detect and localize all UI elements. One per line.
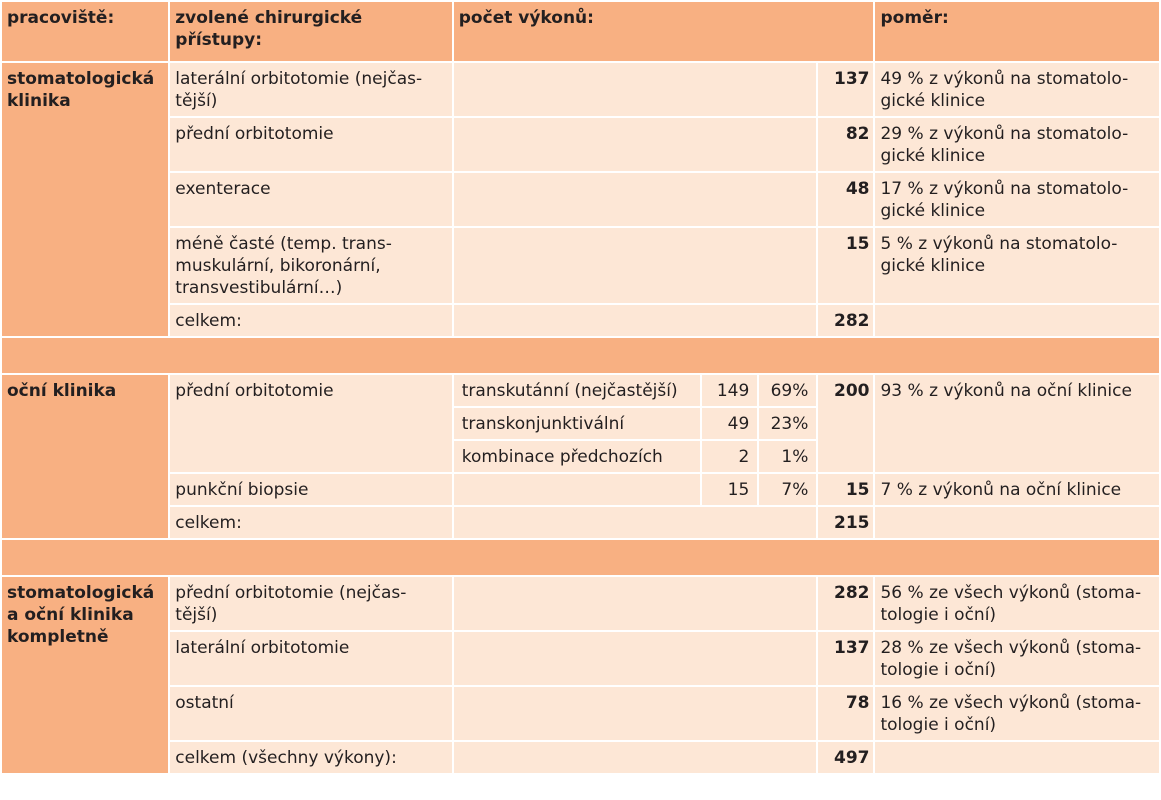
table-row: [2, 118, 1159, 171]
total-cell: 215: [818, 507, 873, 538]
sub-count-cell: 149: [702, 375, 757, 406]
total-label-cell: celkem (všechny výkony):: [170, 742, 451, 773]
section-separator: [2, 338, 1159, 373]
ratio-cell: 28 % ze všech výkonů (stoma-tologie i oční): [875, 632, 1159, 685]
approach-cell: přední orbitotomie (nejčas-tější): [170, 577, 451, 630]
approach-cell: ostatní: [170, 687, 451, 740]
empty-cell: [454, 507, 817, 538]
header-count: počet výkonů:: [454, 2, 874, 61]
table-row: [2, 742, 1159, 773]
table-row: [2, 474, 1159, 505]
ratio-cell: 93 % z výkonů na oční klinice: [875, 375, 1159, 472]
table-row: [2, 577, 1159, 630]
approach-cell: exenterace: [170, 173, 451, 226]
ratio-cell: 29 % z výkonů na stomatolo-gické klinice: [875, 118, 1159, 171]
empty-cell: [454, 577, 817, 630]
header-row: [2, 2, 1159, 61]
ratio-cell: 17 % z výkonů na stomatolo-gické klinice: [875, 173, 1159, 226]
ratio-cell: 16 % ze všech výkonů (stoma-tologie i oční): [875, 687, 1159, 740]
total-label-cell: celkem:: [170, 305, 451, 336]
table-row: [2, 375, 1159, 406]
empty-cell: [454, 474, 700, 505]
total-label-cell: celkem:: [170, 507, 451, 538]
approach-cell: laterální orbitotomie: [170, 632, 451, 685]
approach-cell: přední orbitotomie: [170, 118, 451, 171]
sub-count-cell: 2: [702, 441, 757, 472]
section-label-stomatology: stomatologická klinika: [2, 63, 168, 336]
empty-cell: [454, 632, 817, 685]
header-ratio: poměr:: [875, 2, 1159, 61]
total-cell: 15: [818, 474, 873, 505]
approach-cell: přední orbitotomie: [170, 375, 451, 472]
approach-cell: laterální orbitotomie (nejčas-tější): [170, 63, 451, 116]
table-row: [2, 632, 1159, 685]
sub-approach-cell: transkutánní (nejčastější): [454, 375, 700, 406]
empty-cell: [454, 173, 817, 226]
header-approaches: zvolené chirurgické přístupy:: [170, 2, 451, 61]
empty-cell: [875, 742, 1159, 773]
sub-approach-cell: kombinace předchozích: [454, 441, 700, 472]
sub-count-cell: 49: [702, 408, 757, 439]
section-label-combined: stomatologická a oční klinika kompletně: [2, 577, 168, 773]
header-workplace: pracoviště:: [2, 2, 168, 61]
table-row: [2, 687, 1159, 740]
ratio-cell: 49 % z výkonů na stomatolo-gické klinice: [875, 63, 1159, 116]
total-cell: 282: [818, 305, 873, 336]
total-cell: 497: [818, 742, 873, 773]
empty-cell: [875, 507, 1159, 538]
table-row: [2, 507, 1159, 538]
empty-cell: [454, 687, 817, 740]
total-cell: 48: [818, 173, 873, 226]
empty-cell: [454, 228, 817, 303]
sub-approach-cell: transkonjunktivální: [454, 408, 700, 439]
table-row: [2, 173, 1159, 226]
table-row: [2, 63, 1159, 116]
sub-pct-cell: 7%: [759, 474, 816, 505]
total-cell: 15: [818, 228, 873, 303]
sub-pct-cell: 1%: [759, 441, 816, 472]
empty-cell: [875, 305, 1159, 336]
empty-cell: [454, 63, 817, 116]
section-separator: [2, 540, 1159, 575]
empty-cell: [454, 742, 817, 773]
sub-count-cell: 15: [702, 474, 757, 505]
total-cell: 137: [818, 63, 873, 116]
total-cell: 78: [818, 687, 873, 740]
sub-pct-cell: 23%: [759, 408, 816, 439]
approach-cell: méně časté (temp. trans-muskulární, bikoronární, transvestibulární…): [170, 228, 451, 303]
table-row: [2, 228, 1159, 303]
empty-cell: [454, 118, 817, 171]
total-cell: 200: [818, 375, 873, 472]
sub-pct-cell: 69%: [759, 375, 816, 406]
total-cell: 137: [818, 632, 873, 685]
approach-cell: punkční biopsie: [170, 474, 451, 505]
total-cell: 82: [818, 118, 873, 171]
ratio-cell: 7 % z výkonů na oční klinice: [875, 474, 1159, 505]
table-row: [2, 305, 1159, 336]
ratio-cell: 5 % z výkonů na stomatolo-gické klinice: [875, 228, 1159, 303]
empty-cell: [454, 305, 817, 336]
section-label-ophthalmology: oční klinika: [2, 375, 168, 538]
total-cell: 282: [818, 577, 873, 630]
ratio-cell: 56 % ze všech výkonů (stoma-tologie i oční): [875, 577, 1159, 630]
